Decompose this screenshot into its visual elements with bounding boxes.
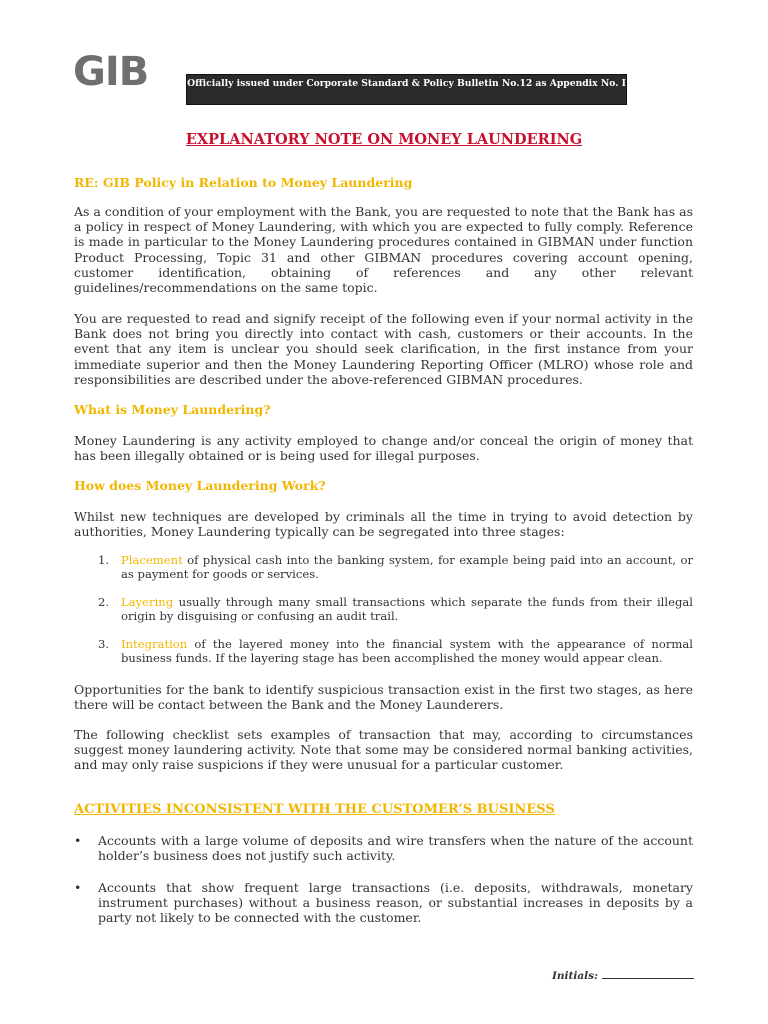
paragraph-receipt: You are requested to read and signify receipt of the following even if your normal activity in the Bank does not bring you directly into contact with cash, customers or their accounts. In the event that any item is unclear you should seek clarification, in the first instance from your immediate superior and then the Money Laundering Reporting Officer (MLRO) whose role and responsibilities are described under the above-referenced GIBMAN procedures. bbox=[74, 311, 693, 387]
stage-keyword: Integration bbox=[121, 637, 188, 651]
page-title: EXPLANATORY NOTE ON MONEY LAUNDERING bbox=[185, 131, 583, 148]
appendix-banner: Officially issued under Corporate Standard & Policy Bulletin No.12 as Appendix No. I bbox=[186, 74, 627, 105]
stage-number: 1. bbox=[98, 553, 110, 567]
stage-description: of the layered money into the financial system with the appearance of normal business funds. If the layering stage has been accomplished the money would appear clean. bbox=[121, 637, 693, 666]
bullet-mark: • bbox=[74, 880, 82, 895]
initials-field bbox=[552, 968, 694, 982]
stage-number: 3. bbox=[98, 637, 110, 651]
paragraph-conditions: As a condition of your employment with the Bank, you are requested to note that the Bank has as a policy in respect of Money Laundering, with which you are expected to fully comply. Reference is made in particular to the Money Laundering procedures contained in GIBMAN under function Product Processing, Topic 31 and other GIBMAN procedures covering account opening, customer identification, obtaining of references and any other relevant guidelines/recommendations on the same topic. bbox=[74, 204, 693, 296]
gib-logo: GIB bbox=[73, 49, 149, 95]
bullet-item bbox=[74, 880, 693, 926]
bullet-text: Accounts with a large volume of deposits and wire transfers when the nature of the account holder’s business does not justify such activity. bbox=[98, 833, 693, 864]
stage-item bbox=[98, 637, 693, 666]
stage-item bbox=[98, 553, 693, 582]
stage-number: 2. bbox=[98, 595, 110, 609]
paragraph-definition: Money Laundering is any activity employed to change and/or conceal the origin of money that has been illegally obtained or is being used for illegal purposes. bbox=[74, 433, 693, 464]
re-line: RE: GIB Policy in Relation to Money Laundering bbox=[74, 175, 413, 190]
bullet-text: Accounts that show frequent large transactions (i.e. deposits, withdrawals, monetary instrument purchases) without a business reason, or substantial increases in deposits by a party not likely to be connected with the customer. bbox=[98, 880, 693, 926]
paragraph-opportunities: Opportunities for the bank to identify suspicious transaction exist in the first two stages, as here there will be contact between the Bank and the Money Launderers. bbox=[74, 682, 693, 713]
stage-keyword: Placement bbox=[121, 553, 183, 567]
paragraph-checklist: The following checklist sets examples of transaction that may, according to circumstances suggest money laundering activity. Note that some may be considered normal banking activities, and may only raise suspicions if they were unusual for a particular customer. bbox=[74, 727, 693, 773]
heading-how-does-it-work: How does Money Laundering Work? bbox=[74, 478, 326, 493]
heading-activities-inconsistent: ACTIVITIES INCONSISTENT WITH THE CUSTOMER’S BUSINESS bbox=[74, 802, 555, 817]
heading-what-is-money-laundering: What is Money Laundering? bbox=[74, 402, 271, 417]
stage-keyword: Layering bbox=[121, 595, 174, 609]
bullet-item bbox=[74, 833, 693, 863]
initials-label: Initials: bbox=[552, 970, 598, 982]
paragraph-stages-intro: Whilst new techniques are developed by criminals all the time in trying to avoid detection by authorities, Money Laundering typically can be segregated into three stages: bbox=[74, 509, 693, 540]
initials-line bbox=[602, 968, 694, 979]
stage-item bbox=[98, 595, 693, 624]
bullet-mark: • bbox=[74, 833, 82, 848]
stage-description: usually through many small transactions which separate the funds from their illegal origin by disguising or confusing an audit trail. bbox=[121, 595, 693, 624]
stage-description: of physical cash into the banking system, for example being paid into an account, or as payment for goods or services. bbox=[121, 553, 693, 582]
